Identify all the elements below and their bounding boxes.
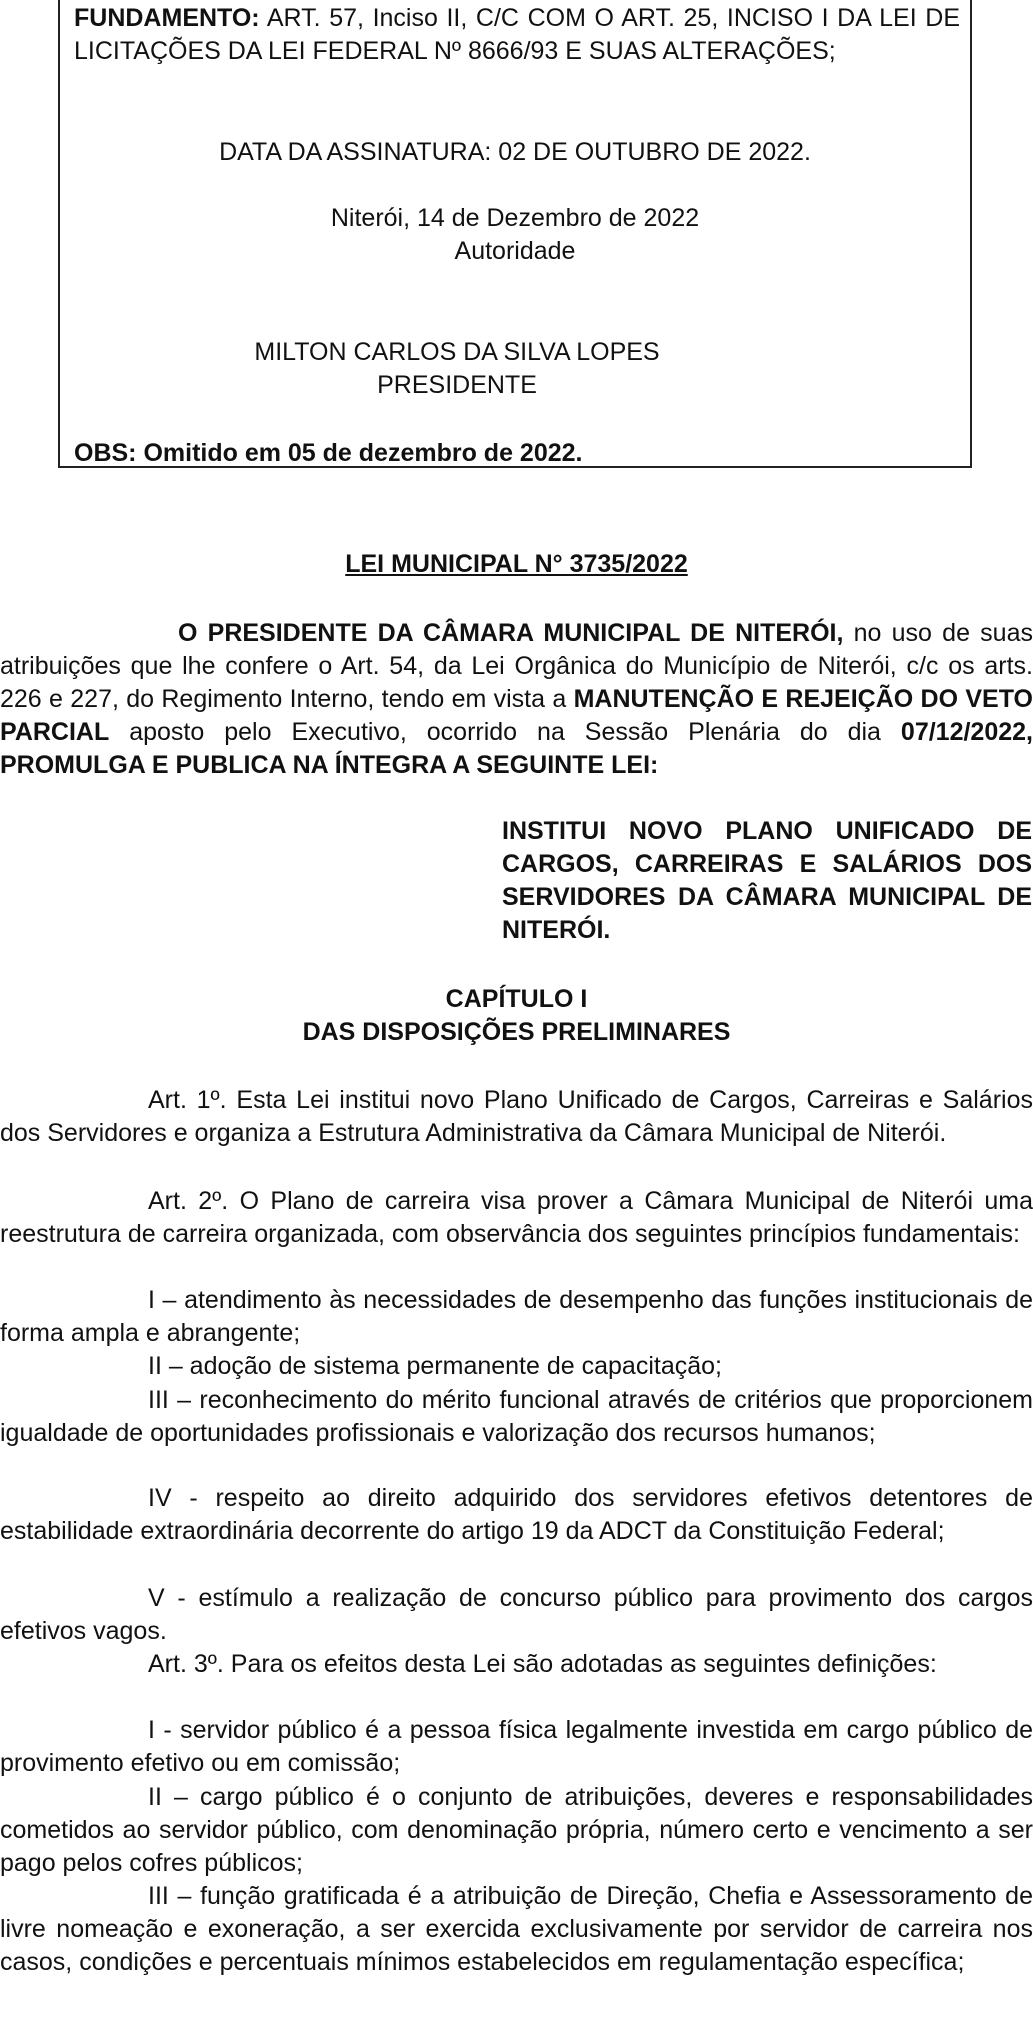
authority-label: Autoridade: [454, 237, 576, 265]
art2-item-ii: II – adoção de sistema permanente de capacitação;: [148, 1352, 722, 1380]
preamble-paragraph: O PRESIDENTE DA CÂMARA MUNICIPAL DE NITERÓI, no uso de suas atribuições que lhe confere o Art. 54, da Lei Orgânica do Município de Niterói, c/c os arts. 226 e 227, do Regimento Interno, tendo em vista a MANUTENÇÃO E REJEIÇÃO DO VETO PARCIAL aposto pelo Executivo, ocorrido na Sessão Plenária do dia 07/12/2022, PROMULGA E PUBLICA NA ÍNTEGRA A SEGUINTE LEI:: [0, 619, 1033, 779]
obs-note: OBS: Omitido em 05 de dezembro de 2022.: [74, 439, 583, 467]
art2-item-v: V - estímulo a realização de concurso público para provimento dos cargos efetivos vagos.: [0, 1584, 1033, 1645]
art3-paragraph: Art. 3º. Para os efeitos desta Lei são adotadas as seguintes definições:: [148, 1650, 937, 1678]
art3-item-iii: III – função gratificada é a atribuição de Direção, Chefia e Assessoramento de livre nomeação e exoneração, a ser exercida exclusivamente por servidor de carreira nos casos, condições e percentuais mínimos estabelecidos em regulamentação específica;: [0, 1882, 1033, 1976]
art1-paragraph: Art. 1º. Esta Lei institui novo Plano Unificado de Cargos, Carreiras e Salários dos Servidores e organiza a Estrutura Administrativa da Câmara Municipal de Niterói.: [0, 1086, 1033, 1147]
law-title: LEI MUNICIPAL N° 3735/2022: [345, 550, 688, 578]
law-ementa: INSTITUI NOVO PLANO UNIFICADO DE CARGOS, CARREIRAS E SALÁRIOS DOS SERVIDORES DA CÂMARA MUNICIPAL DE NITERÓI.: [502, 817, 1032, 944]
art2-item-iv: IV - respeito ao direito adquirido dos servidores efetivos detentores de estabilidade extraordinária decorrente do artigo 19 da ADCT da Constituição Federal;: [0, 1484, 1033, 1545]
art3-item-ii: II – cargo público é o conjunto de atribuições, deveres e responsabilidades cometidos ao servidor público, com denominação própria, número certo e vencimento a ser pago pelos cofres públicos;: [0, 1783, 1033, 1877]
signer-title: PRESIDENTE: [377, 371, 537, 399]
place-date: Niterói, 14 de Dezembro de 2022: [330, 204, 700, 232]
fundamento-paragraph: [74, 2, 960, 68]
president-bold: O PRESIDENTE DA CÂMARA MUNICIPAL DE NITERÓI,: [178, 619, 844, 647]
fundamento-text: ART. 57, Inciso II, C/C COM O ART. 25, INCISO I DA LEI DE LICITAÇÕES DA LEI FEDERAL Nº 8666/93 E SUAS ALTERAÇÕES;: [74, 4, 960, 65]
signer-name: MILTON CARLOS DA SILVA LOPES: [254, 338, 660, 366]
chapter-title: DAS DISPOSIÇÕES PRELIMINARES: [302, 1018, 731, 1046]
promulga-bold: 07/12/2022, PROMULGA E PUBLICA NA ÍNTEGRA A SEGUINTE LEI:: [0, 718, 1033, 779]
art2-paragraph: Art. 2º. O Plano de carreira visa prover a Câmara Municipal de Niterói uma reestrutura de carreira organizada, com observância dos seguintes princípios fundamentais:: [0, 1187, 1033, 1248]
fundamento-label: FUNDAMENTO:: [74, 4, 260, 32]
signature-date: DATA DA ASSINATURA: 02 DE OUTUBRO DE 2022.: [219, 138, 811, 166]
art2-item-iii: III – reconhecimento do mérito funcional através de critérios que proporcionem igualdade de oportunidades profissionais e valorização dos recursos humanos;: [0, 1386, 1033, 1447]
chapter-number: CAPÍTULO I: [445, 985, 588, 1013]
art3-item-i: I - servidor público é a pessoa física legalmente investida em cargo público de provimento efetivo ou em comissão;: [0, 1716, 1033, 1777]
veto-bold: MANUTENÇÃO E REJEIÇÃO DO VETO PARCIAL: [0, 685, 1033, 746]
art2-item-i: I – atendimento às necessidades de desempenho das funções institucionais de forma ampla e abrangente;: [0, 1286, 1033, 1347]
